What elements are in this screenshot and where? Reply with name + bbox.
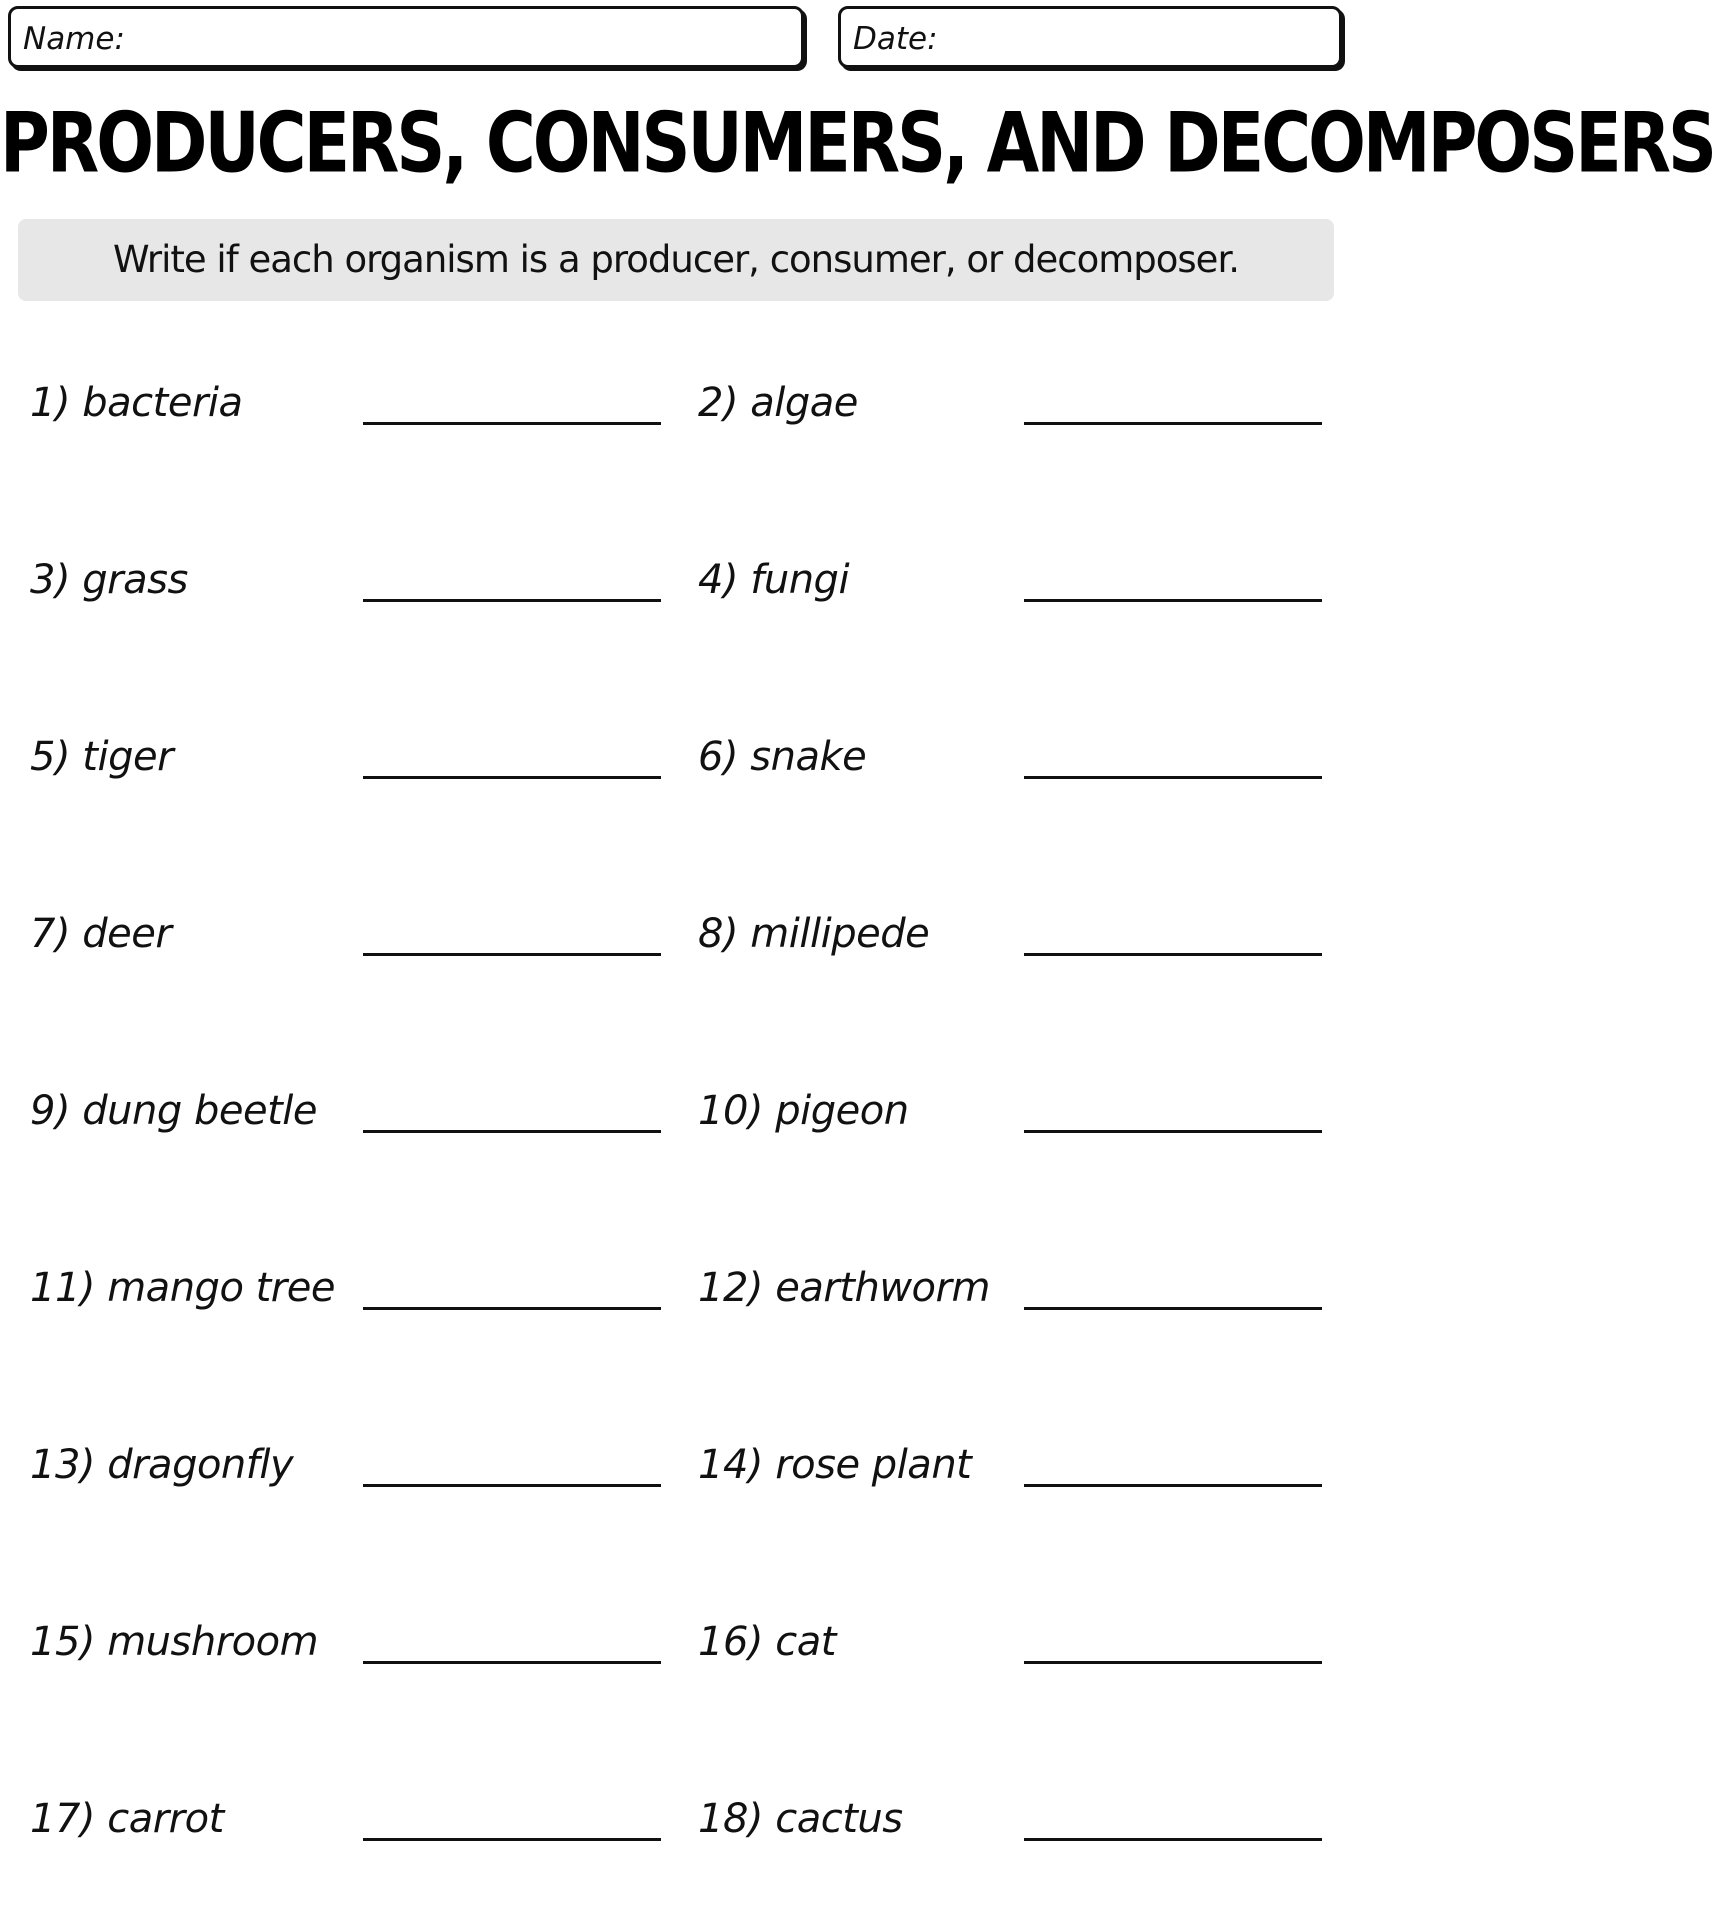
question-label: 14) rose plant	[698, 1442, 972, 1488]
answer-blank[interactable]	[363, 1484, 661, 1487]
question-label: 5) tiger	[30, 734, 174, 780]
question-label: 6) snake	[698, 734, 867, 780]
question-label: 15) mushroom	[30, 1619, 319, 1665]
question-label: 12) earthworm	[698, 1265, 990, 1311]
question-item	[30, 1796, 663, 1860]
answer-blank[interactable]	[363, 953, 661, 956]
question-label: 18) cactus	[698, 1796, 903, 1842]
question-label: 9) dung beetle	[30, 1088, 317, 1134]
question-label: 8) millipede	[698, 911, 930, 957]
question-item	[698, 1265, 1324, 1329]
question-item	[698, 1619, 1324, 1683]
answer-blank[interactable]	[363, 599, 661, 602]
question-label: 11) mango tree	[30, 1265, 335, 1311]
answer-blank[interactable]	[1024, 1307, 1322, 1310]
name-label: Name:	[23, 21, 125, 57]
answer-blank[interactable]	[1024, 1838, 1322, 1841]
question-item	[698, 380, 1324, 444]
answer-blank[interactable]	[1024, 599, 1322, 602]
answer-blank[interactable]	[1024, 953, 1322, 956]
answer-blank[interactable]	[363, 1130, 661, 1133]
date-label: Date:	[853, 21, 938, 57]
answer-blank[interactable]	[1024, 422, 1322, 425]
question-label: 7) deer	[30, 911, 172, 957]
question-item	[698, 911, 1324, 975]
question-item	[698, 734, 1324, 798]
answer-blank[interactable]	[1024, 1130, 1322, 1133]
question-item	[698, 1442, 1324, 1506]
question-item	[30, 1619, 663, 1683]
question-item	[30, 1088, 663, 1152]
answer-blank[interactable]	[1024, 1661, 1322, 1664]
page-title: PRODUCERS, CONSUMERS, AND DECOMPOSERS	[0, 96, 1714, 193]
question-item	[698, 1796, 1324, 1860]
question-label: 3) grass	[30, 557, 188, 603]
question-label: 10) pigeon	[698, 1088, 909, 1134]
answer-blank[interactable]	[1024, 776, 1322, 779]
date-field[interactable]	[838, 6, 1342, 68]
question-label: 2) algae	[698, 380, 858, 426]
question-label: 4) fungi	[698, 557, 850, 603]
question-label: 13) dragonfly	[30, 1442, 294, 1488]
question-label: 17) carrot	[30, 1796, 224, 1842]
question-item	[30, 734, 663, 798]
question-label: 16) cat	[698, 1619, 836, 1665]
question-item	[30, 557, 663, 621]
answer-blank[interactable]	[363, 1838, 661, 1841]
instructions-banner: Write if each organism is a producer, consumer, or decomposer.	[18, 219, 1334, 301]
name-field[interactable]	[8, 6, 804, 68]
question-item	[698, 1088, 1324, 1152]
answer-blank[interactable]	[363, 1661, 661, 1664]
answer-blank[interactable]	[363, 1307, 661, 1310]
question-item	[30, 1442, 663, 1506]
answer-blank[interactable]	[1024, 1484, 1322, 1487]
question-item	[698, 557, 1324, 621]
question-item	[30, 1265, 663, 1329]
question-item	[30, 911, 663, 975]
answer-blank[interactable]	[363, 422, 661, 425]
question-label: 1) bacteria	[30, 380, 243, 426]
question-item	[30, 380, 663, 444]
answer-blank[interactable]	[363, 776, 661, 779]
